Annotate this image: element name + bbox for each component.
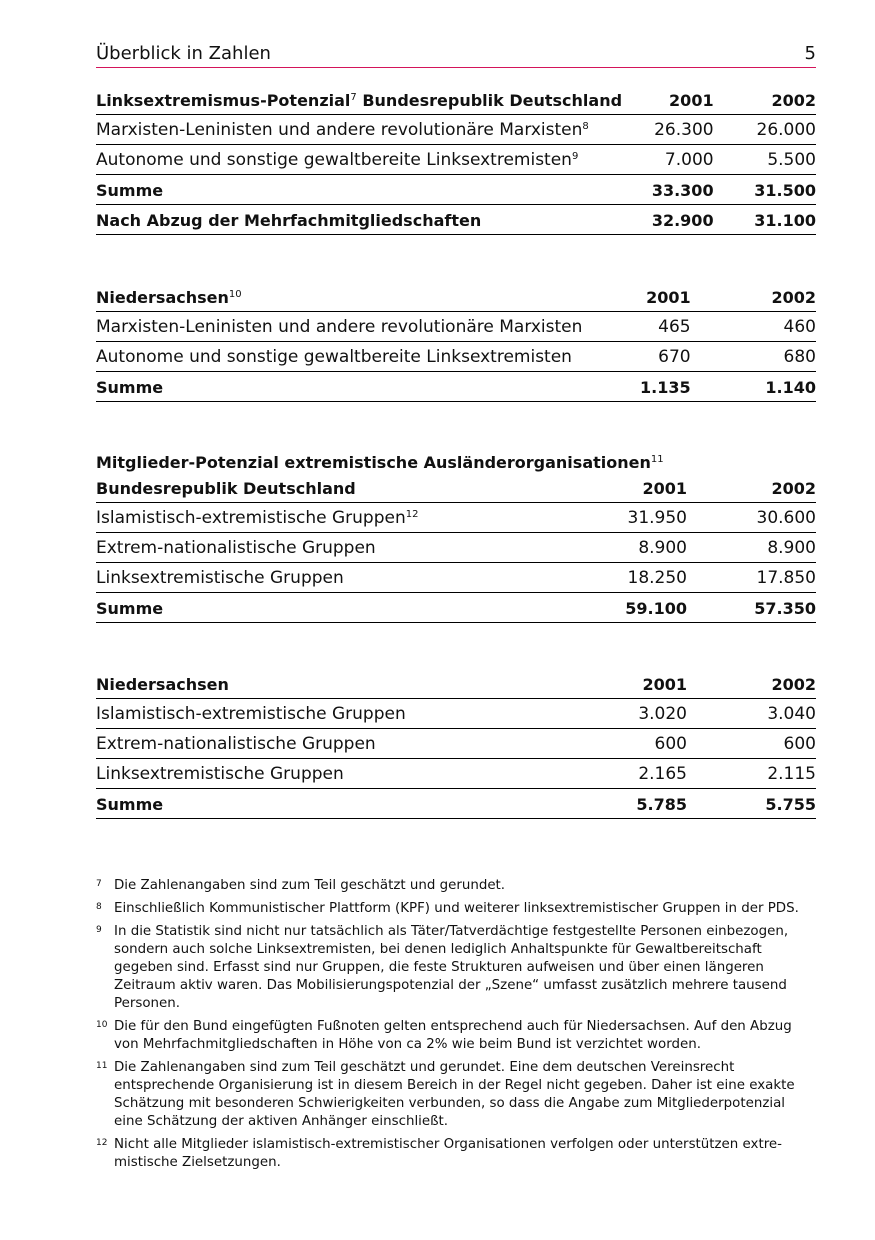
table-row: Islamistisch-extremistische Gruppen$^{12}$ 31.950 30.600	[96, 502, 816, 532]
table-row: Islamistisch-extremistische Gruppen 3.020 3.040	[96, 698, 816, 728]
table-title: Niedersachsen$^{10}$	[96, 281, 582, 311]
table-total-row: Summe 5.785 5.755	[96, 788, 816, 818]
table-row: Marxisten-Leninisten und andere revolutionäre Marxisten$^8$ 26.300 26.000	[96, 114, 816, 144]
table-row: Marxisten-Leninisten und andere revolutionäre Marxisten 465 460	[96, 311, 816, 341]
table-total-row: Nach Abzug der Mehrfachmitgliedschaften 32.900 31.100	[96, 204, 816, 234]
table-title: Linksextremismus-Potenzial$^7$ Bundesrepublik Deutschland	[96, 84, 622, 114]
col-2001: 2001	[582, 281, 690, 311]
table-total-row: Summe 33.300 31.500	[96, 174, 816, 204]
col-2001: 2001	[576, 668, 687, 698]
table-row: Linksextremistische Gruppen 2.165 2.115	[96, 758, 816, 788]
table-row: Extrem-nationalistische Gruppen 600 600	[96, 728, 816, 758]
col-2002: 2002	[687, 668, 816, 698]
table-total-row: Summe 59.100 57.350	[96, 592, 816, 622]
table-row: Autonome und sonstige gewaltbereite Linksextremisten$^9$ 7.000 5.500	[96, 144, 816, 174]
col-2001: 2001	[576, 472, 687, 502]
table-title: Niedersachsen	[96, 668, 576, 698]
col-2001: 2001	[622, 84, 714, 114]
table-subtitle: Bundesrepublik Deutschland	[96, 472, 576, 502]
footnote: 12 Nicht alle Mitglieder islamistisch-extremistischer Organisationen verfolgen oder unterstützen extremistische Zielsetzungen.	[96, 1137, 783, 1170]
table-row: Autonome und sonstige gewaltbereite Linksextremisten 670 680	[96, 341, 816, 371]
footnote: 8 Einschließlich Kommunistischer Plattform (KPF) und weiterer linksextremistischer Gruppen in der PDS.	[96, 901, 799, 916]
footnotes	[96, 877, 816, 1177]
page-header	[96, 42, 816, 68]
footnote: 7 Die Zahlenangaben sind zum Teil geschätzt und gerundet.	[96, 878, 506, 893]
page-number: 5	[804, 43, 816, 64]
table-total-row: Summe 1.135 1.140	[96, 371, 816, 401]
table-auslaender-bund	[96, 447, 816, 623]
footnote: 11 Die Zahlenangaben sind zum Teil geschätzt und gerundet. Eine dem deutschen Vereinsrecht entsprechende Organisierung ist in diesem Bereich in der Regel nicht gegeben. Daher ist eine exakte Schätzung mit besonderen Schwierigkeiten verbunden, so dass die Angabe zum Mitgliederpotenzial eine Schätzung der aktiven Anhänger einschließt.	[96, 1060, 795, 1129]
footnote: 9 In die Statistik sind nicht nur tatsächlich als Täter/Tatverdächtige festgestellte Personen einbezogen, sondern auch solche Linksextremisten, bei denen lediglich Anhaltspunkte für Gewaltbereitschaft gegeben sind. Erfasst sind nur Gruppen, die feste Strukturen aufweisen und über einen längeren Zeitraum aktiv waren. Das Mobilisierungspotenzial der „Szene“ umfasst zusätzlich mehrere tausend Personen.	[96, 924, 789, 1011]
col-2002: 2002	[714, 84, 816, 114]
table-auslaender-nds	[96, 668, 816, 819]
table-row: Linksextremistische Gruppen 18.250 17.850	[96, 562, 816, 592]
table-title: Mitglieder-Potenzial extremistische Ausländerorganisationen$^{11}$	[96, 453, 664, 472]
table-links-bund	[96, 84, 816, 235]
footnote: 10 Die für den Bund eingefügten Fußnoten gelten entsprechend auch für Niedersachsen. Auf den Abzug von Mehrfachmitgliedschaften in Höhe von ca 2% wie beim Bund ist verzichtet worden.	[96, 1019, 792, 1052]
table-links-nds	[96, 281, 816, 402]
col-2002: 2002	[687, 472, 816, 502]
col-2002: 2002	[691, 281, 816, 311]
table-row: Extrem-nationalistische Gruppen 8.900 8.900	[96, 532, 816, 562]
header-title: Überblick in Zahlen	[96, 43, 271, 64]
